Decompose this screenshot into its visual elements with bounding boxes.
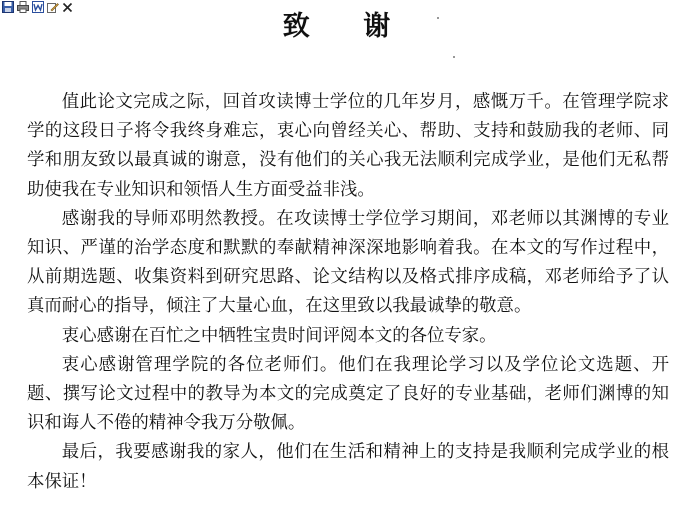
page-title: 致 谢 bbox=[282, 11, 413, 42]
paragraph-5: 最后，我要感谢我的家人，他们在生活和精神上的支持是我顺利完成学业的根本保证！ bbox=[27, 442, 669, 492]
paragraph-2: 感谢我的导师邓明然教授。在攻读博士学位学习期间，邓老师以其渊博的专业知识、严谨的治学态度和默默的奉献精神深深地影响着我。在本文的写作过程中，从前期选题、收集资料到研究思路、论文结构以及格式排序成稿，邓老师给予了认真而耐心的指导，倾注了大量心血，在这里致以我最诚挚的敬意。 bbox=[27, 208, 669, 317]
acknowledgement-body bbox=[27, 88, 669, 497]
scan-speck bbox=[437, 17, 439, 19]
paragraph-3: 衷心感谢在百忙之中牺牲宝贵时间评阅本文的各位专家。 bbox=[61, 325, 497, 346]
paragraph-1: 值此论文完成之际，回首攻读博士学位的几年岁月，感慨万千。在管理学院求学的这段日子将令我终身难忘，衷心向曾经关心、帮助、支持和鼓励我的老师、同学和朋友致以最真诚的谢意，没有他们的关心我无法顺利完成学业，是他们无私帮助使我在专业知识和领悟人生方面受益非浅。 bbox=[27, 92, 669, 200]
paragraph-4: 衷心感谢管理学院的各位老师们。他们在我理论学习以及学位论文选题、开题、撰写论文过程中的教导为本文的完成奠定了良好的专业基础，老师们渊博的知识和诲人不倦的精神令我万分敬佩。 bbox=[27, 354, 669, 434]
scan-speck bbox=[453, 56, 455, 58]
